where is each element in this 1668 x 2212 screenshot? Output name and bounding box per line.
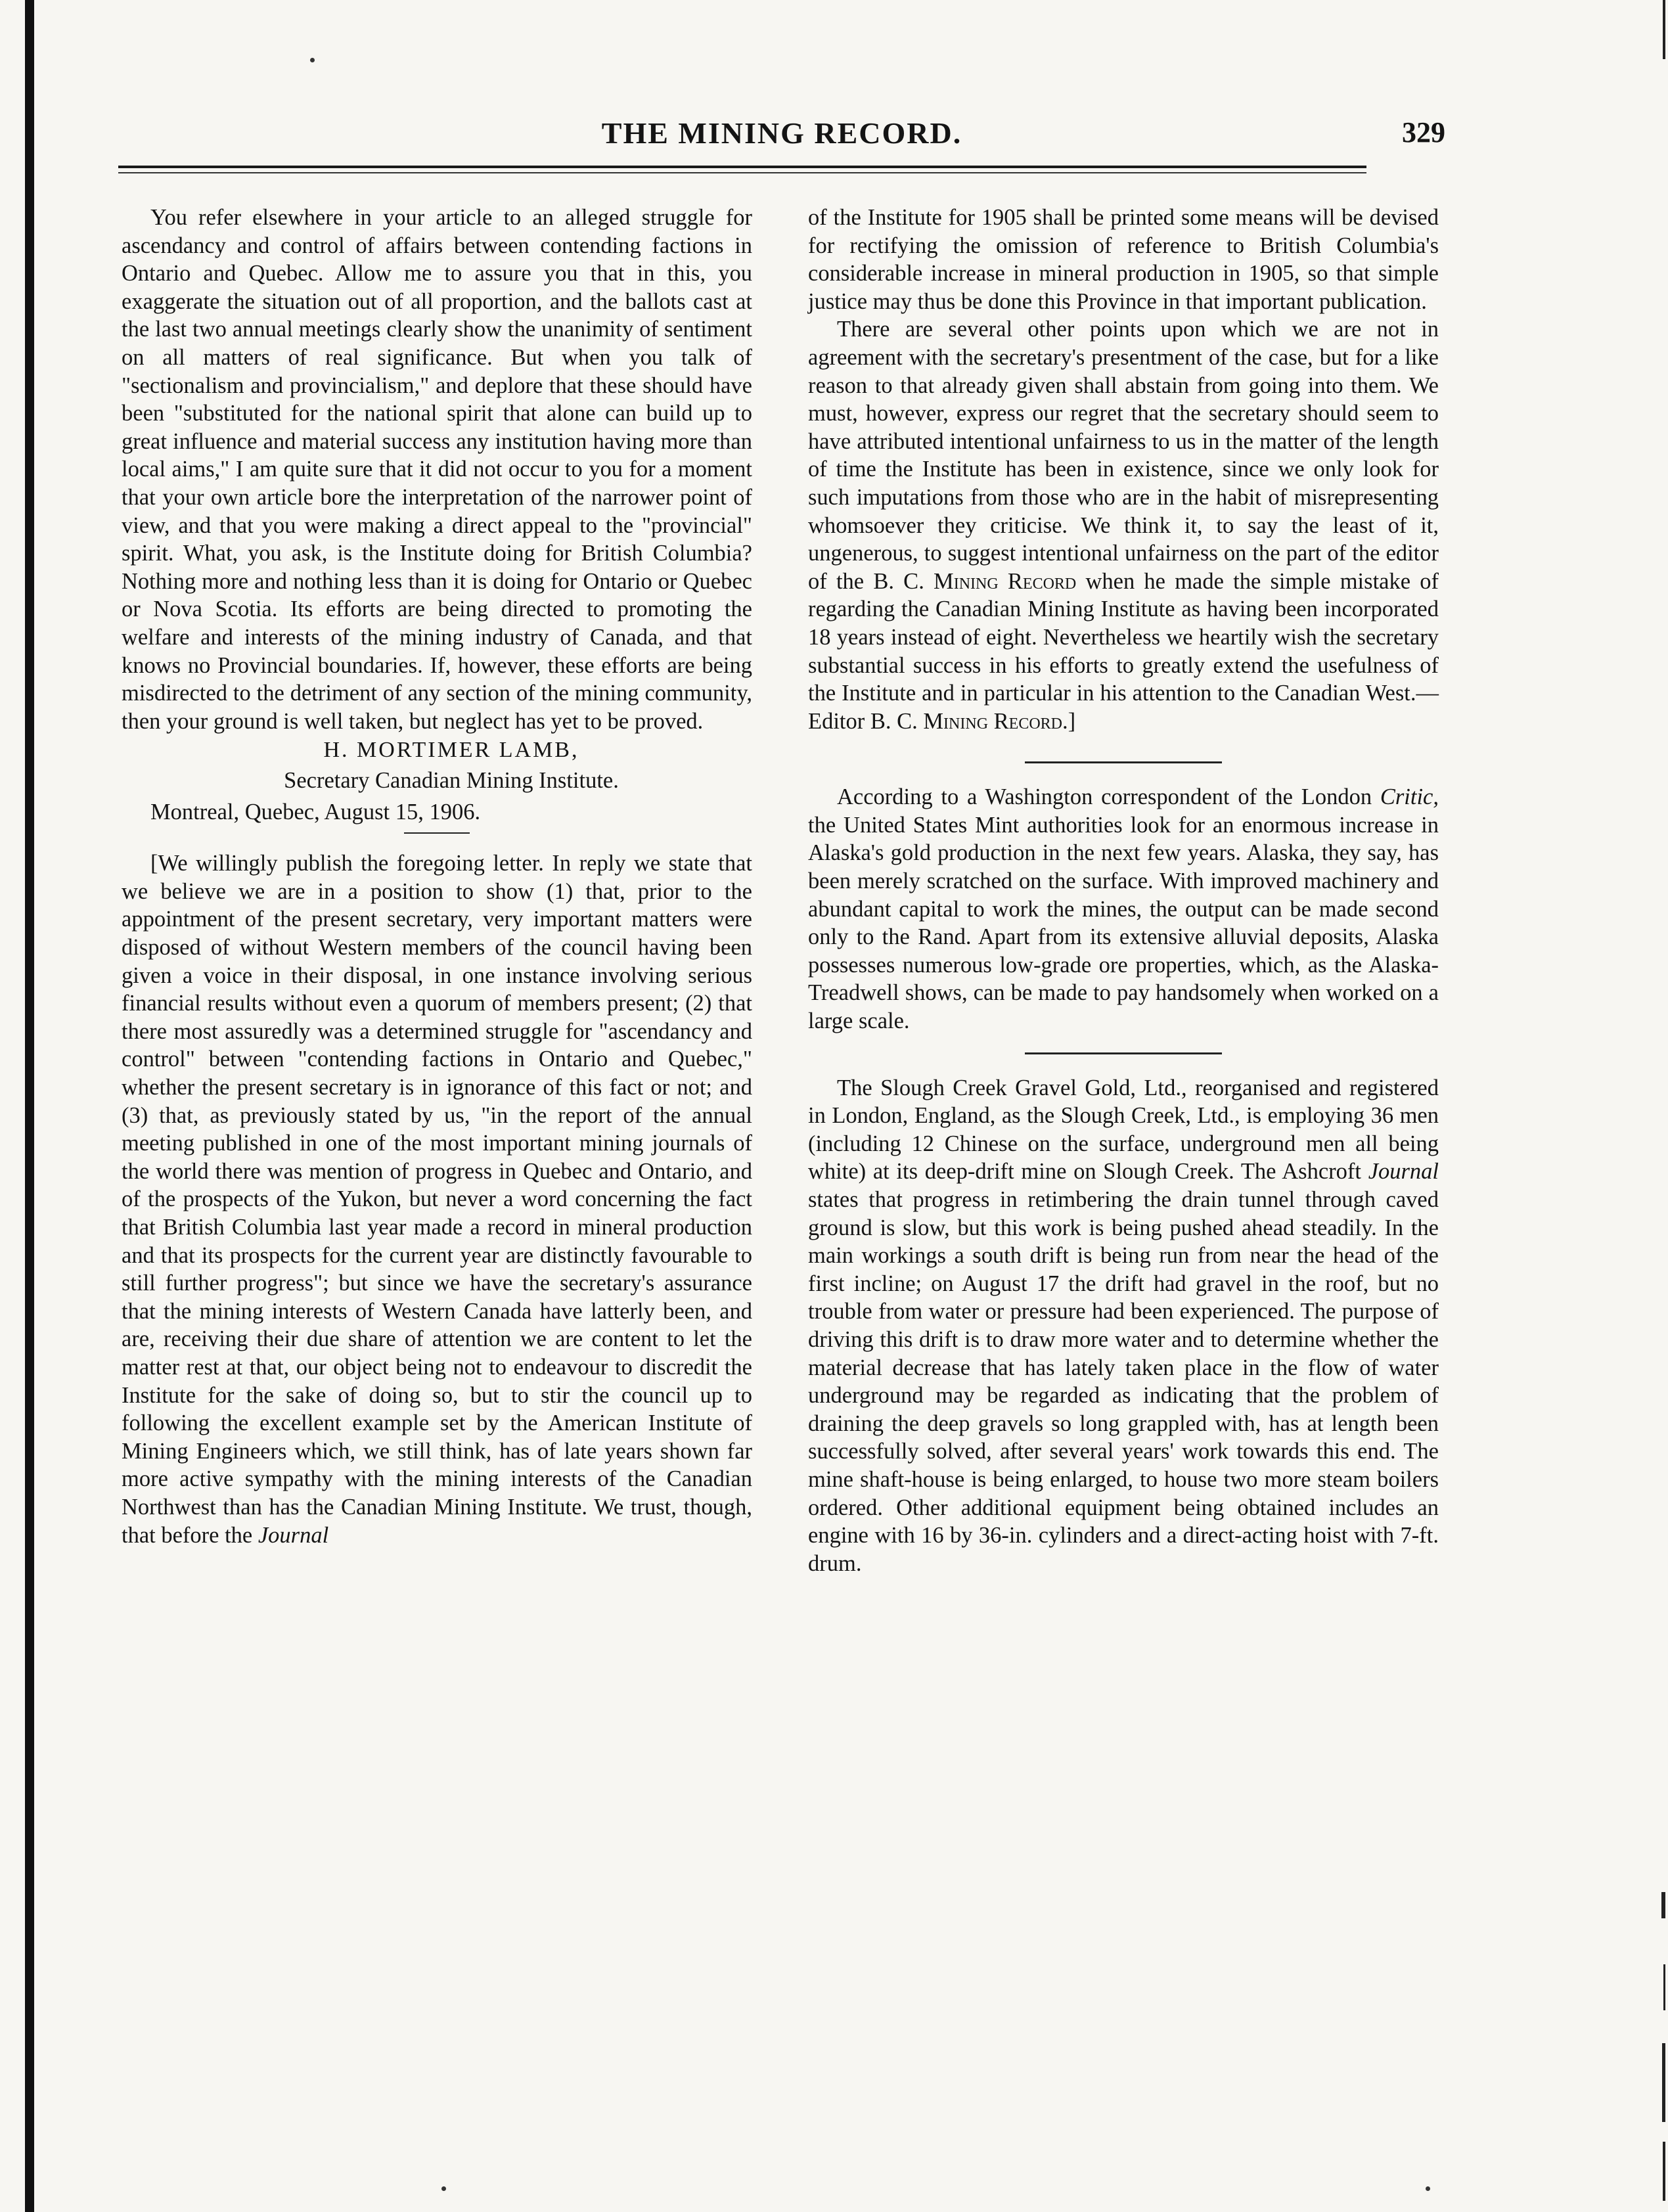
editor-reply-second-text: There are several other points upon which we are not in agreement with the secretary's presentment of the case, but for a like reason to that already given shall abstain from going into them. We must, however, express our regret that the secretary should seem to have attributed intentional unfairness to us in the matter of the length of time the Institute has been in existence, since we only look for such imputations from those who are in the habit of misrepresenting whomsoever they criticise. We think it, to say the least of it, ungenerous, to suggest intentional unfairness on the part of the editor of the [808,317,1439,594]
journal-title: THE MINING RECORD. [601,116,962,150]
editor-reply-continuation: of the Institute for 1905 shall be printed some means will be devised for rectifying the omission of reference to British Columbia's considerable increase in mineral production in 1905, so that simple justice may thus be done this Province in that important publication. [808,205,1439,314]
signature-title: Secretary Canadian Mining Institute. [284,768,619,794]
letter-paragraph: You refer elsewhere in your article to an alleged struggle for ascendancy and control of affairs between contending factions in Ontario and Quebec. Allow me to assure you that in this, you exaggerate the situation out of all proportion, and the ballots cast at the last two annual meetings clearly show the unanimity of sentiment on all matters of real significance. But when you talk of "sectionalism and provincialism," and deplore that these should have been "substituted for the national spirit that alone can build up to great influence and material success any institution having more than local aims," I am quite sure that it did not occur to you for a moment that your own article bore the interpretation of the narrower point of view, and that you were making a direct appeal to the "provincial" spirit. What, you ask, is the Institute doing for British Columbia? Nothing more and nothing less than it is doing for Ontario or Quebec or Nova Scotia. Its efforts are being directed to promoting the welfare and interests of the mining industry of Canada, and that knows no Provincial boundaries. If, however, these efforts are being misdirected to the detriment of any section of the mining community, then your ground is well taken, but neglect has yet to be proved. [122,205,752,734]
section-divider [1025,761,1222,763]
scan-speck [1426,2186,1430,2191]
page-number: 329 [1402,116,1445,148]
running-header [118,113,1445,159]
publication-name-signoff: B. C. Mining Record.] [870,708,1076,734]
section-divider [1025,1052,1222,1054]
binding-edge-shadow [25,0,34,2212]
journal-italic: Journal [258,1522,329,1548]
scan-speck [441,2186,446,2191]
alaska-paragraph [808,783,1439,1035]
short-divider [404,832,470,834]
editor-reply-text: [We willingly publish the foregoing letter. In reply we state that we believe we are in a position to show (1) that, prior to the appointment of the present secretary, very important matters were disposed of without Western members of the council having been given a voice in their disposal, in one instance involving serious financial results without even a quorum of members present; (2) that there most assuredly was a determined struggle for "ascendancy and control" between "contending factions in Ontario and Quebec," whether the present secretary is in ignorance of this fact or not; and (3) that, as previously stated by us, "in the report of the annual meeting published in one of the most important mining journals of the world there was mention of progress in Quebec and Ontario, and of the prospects of the Yukon, but never a word concerning the fact that British Columbia last year made a record in mineral production and that its prospects for the current year are distinctly favourable to still further progress"; but since we have the secretary's assurance that the mining interests of Western Canada have latterly been, and are, receiving their due share of attention we are content to let the matter rest at that, our object being not to endeavour to discredit the Institute for the sake of doing so, but to stir the council up to following the excellent example set by the American Institute of Mining Engineers which, we still think, has of late years shown far more active sympathy with the mining interests of the Canadian Northwest than has the Canadian Mining Institute. We trust, though, that before the [122,851,752,1548]
right-column [808,204,1439,1577]
slough-creek-paragraph [808,1074,1439,1578]
scan-speck [310,58,315,62]
editor-reply-second-middle: when he made the simple mistake of regarding the Canadian Mining Institute as having been incorporated 18 years instead of eight. Nevertheless we heartily wish the secretary substantial success in his efforts to greatly extend the usefulness of the Institute and in particular in his attention to the Canadian West.—Editor [808,568,1439,734]
ashcroft-journal-italic: Journal [1368,1159,1439,1185]
header-rule [118,166,1366,168]
slough-text-end: states that progress in retimbering the drain tunnel through caved ground is slow, but this work is being pushed ahead steadily. In the main workings a south drift is being run from near the head of the first incline; on August 17 the drift had gravel in the roof, but no trouble from water or pressure had been experienced. The purpose of driving this drift is to draw more water and to determine whether the material decrease that has lately taken place in the flow of water underground may be regarded as indicating that the problem of draining the deep gravels so long grappled with, has at length been successfully solved, after several years' work towards this end. The mine shaft-house is being enlarged, to house two more steam boilers ordered. Other additional equipment being obtained includes an engine with 16 by 36-in. cylinders and a direct-acting hoist with 7-ft. drum. [808,1187,1439,1576]
alaska-text-end: the United States Mint authorities look for an enormous increase in Alaska's gold production in the next few years. Alaska, they say, has been merely scratched on the surface. With improved machinery and abundant capital to work the mines, the output can be made second only to the Rand. Apart from its extensive alluvial deposits, Alaska possesses numerous low-grade ore properties, which, as the Alaska-Treadwell shows, can be made to pay handsomely when worked on a large scale. [808,812,1439,1034]
editor-reply-paragraph [122,849,752,1549]
signature-place: Montreal, Quebec, August 15, 1906. [150,800,481,825]
scan-edge-marks [1642,0,1665,2212]
publication-name: B. C. Mining Record [873,568,1077,594]
alaska-text-start: According to a Washington correspondent of the London [837,784,1372,810]
left-column [122,204,752,1549]
slough-text-start: The Slough Creek Gravel Gold, Ltd., reorganised and registered in London, England, as the Slough Creek, Ltd., is employing 36 men (including 12 Chinese on the surface, underground men all being white) at its deep-drift mine on Slough Creek. The Ashcroft [808,1075,1439,1185]
critic-italic: Critic, [1380,784,1439,810]
signature-name: H. MORTIMER LAMB, [323,738,579,763]
header-rule-thin [118,172,1366,173]
editor-reply-second-paragraph [808,315,1439,735]
